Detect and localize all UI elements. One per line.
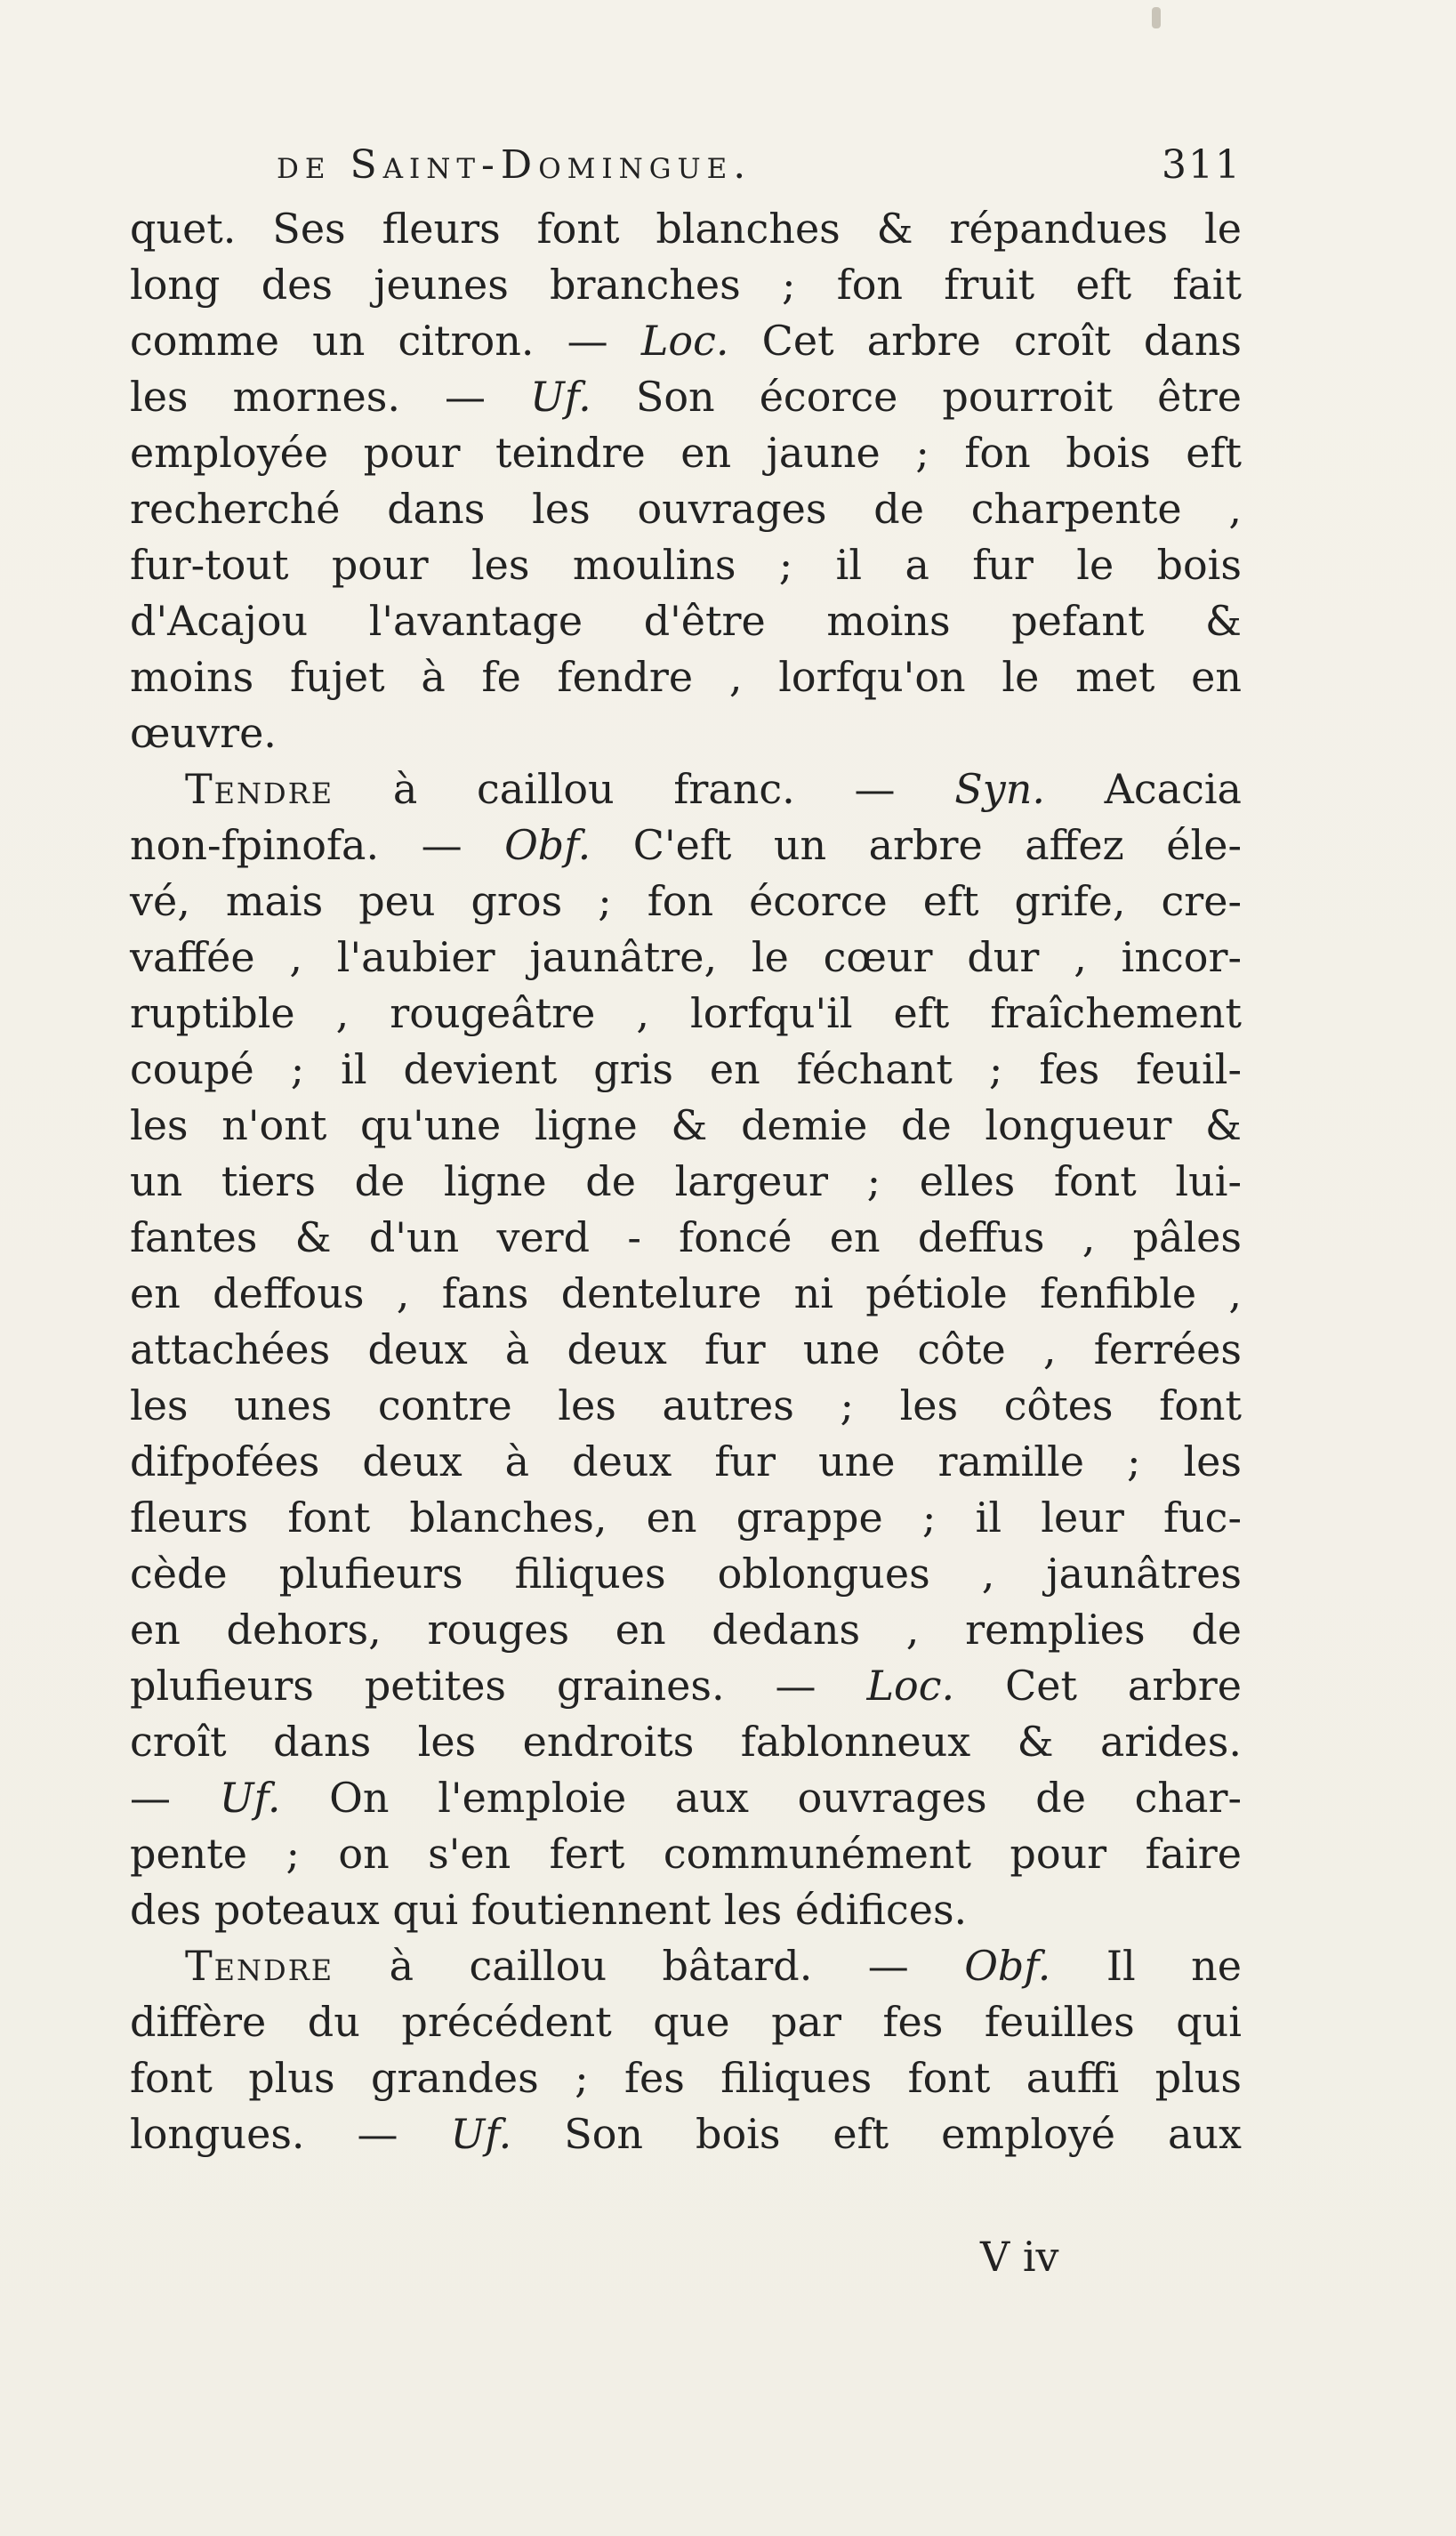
text-line: diffère du précédent que par fes feuilles qui (130, 1998, 1242, 2046)
entry-term: Tendre (185, 1942, 334, 1990)
text-line: plufieurs petites graines. — Loc. Cet arbre (130, 1662, 1242, 1710)
text-line: ruptible , rougeâtre , lorfqu'il eft fraîchement (130, 989, 1242, 1037)
text-line: attachées deux à deux fur une côte , ferrées (130, 1325, 1242, 1373)
text-line: fantes & d'un verd - foncé en deffus , pâles (130, 1213, 1242, 1261)
text-line: croît dans les endroits fablonneux & arides. (130, 1718, 1242, 1766)
text-line: les unes contre les autres ; les côtes font (130, 1381, 1242, 1429)
entry-term: Tendre (185, 765, 334, 813)
text-line: des poteaux qui foutiennent les édifices. (130, 1886, 968, 1934)
text-line: fur-tout pour les moulins ; il a fur le bois (130, 541, 1242, 589)
page-number: 311 (1162, 142, 1242, 188)
text-line: coupé ; il devient gris en féchant ; fes feuil- (130, 1045, 1242, 1093)
text-line: cède plufieurs filiques oblongues , jaunâtres (130, 1550, 1242, 1598)
entry-heading-line: Tendre à caillou franc. — Syn. Acacia (185, 765, 1242, 813)
text-line: moins fujet à fe fendre , lorfqu'on le met en (130, 653, 1242, 701)
text-line: vé, mais peu gros ; fon écorce eft grife, cre- (130, 877, 1242, 925)
text-line: — Uf. On l'emploie aux ouvrages de char- (130, 1774, 1243, 1822)
running-header (130, 142, 1242, 201)
text-line: fleurs font blanches, en grappe ; il leur fuc- (130, 1493, 1242, 1542)
text-line: recherché dans les ouvrages de charpente , (130, 485, 1242, 533)
text-line: quet. Ses fleurs font blanches & répandues le (130, 205, 1242, 253)
text-line: les mornes. — Uf. Son écorce pourroit être (130, 373, 1242, 421)
text-line: non-fpinofa. — Obf. C'eft un arbre affez éle- (130, 821, 1242, 869)
text-line: difpofées deux à deux fur une ramille ; les (130, 1437, 1242, 1485)
text-line: vaffée , l'aubier jaunâtre, le cœur dur , incor- (130, 933, 1242, 981)
text-line: font plus grandes ; fes filiques font auffi plus (130, 2054, 1242, 2102)
text-line: pente ; on s'en fert communément pour faire (130, 1830, 1242, 1878)
text-line: long des jeunes branches ; fon fruit eft fait (130, 261, 1242, 309)
text-line: en dehors, rouges en dedans , remplies de (130, 1606, 1242, 1654)
page-speck (1152, 7, 1161, 28)
text-line: employée pour teindre en jaune ; fon bois eft (130, 429, 1242, 477)
text-line: en deffous , fans dentelure ni pétiole fenfible , (130, 1269, 1242, 1317)
text-line: longues. — Uf. Son bois eft employé aux (130, 2110, 1242, 2158)
text-line: un tiers de ligne de largeur ; elles font lui- (130, 1157, 1242, 1205)
entry-heading-line: Tendre à caillou bâtard. — Obf. Il ne (185, 1942, 1242, 1990)
running-title: de Saint-Domingue. (277, 142, 752, 188)
text-line: d'Acajou l'avantage d'être moins pefant & (130, 597, 1242, 645)
text-line: comme un citron. — Loc. Cet arbre croît dans (130, 317, 1242, 365)
signature-mark: V iv (980, 2233, 1059, 2281)
text-line: les n'ont qu'une ligne & demie de longueur & (130, 1101, 1242, 1149)
text-line: œuvre. (130, 709, 277, 757)
text-block (130, 142, 1242, 2162)
